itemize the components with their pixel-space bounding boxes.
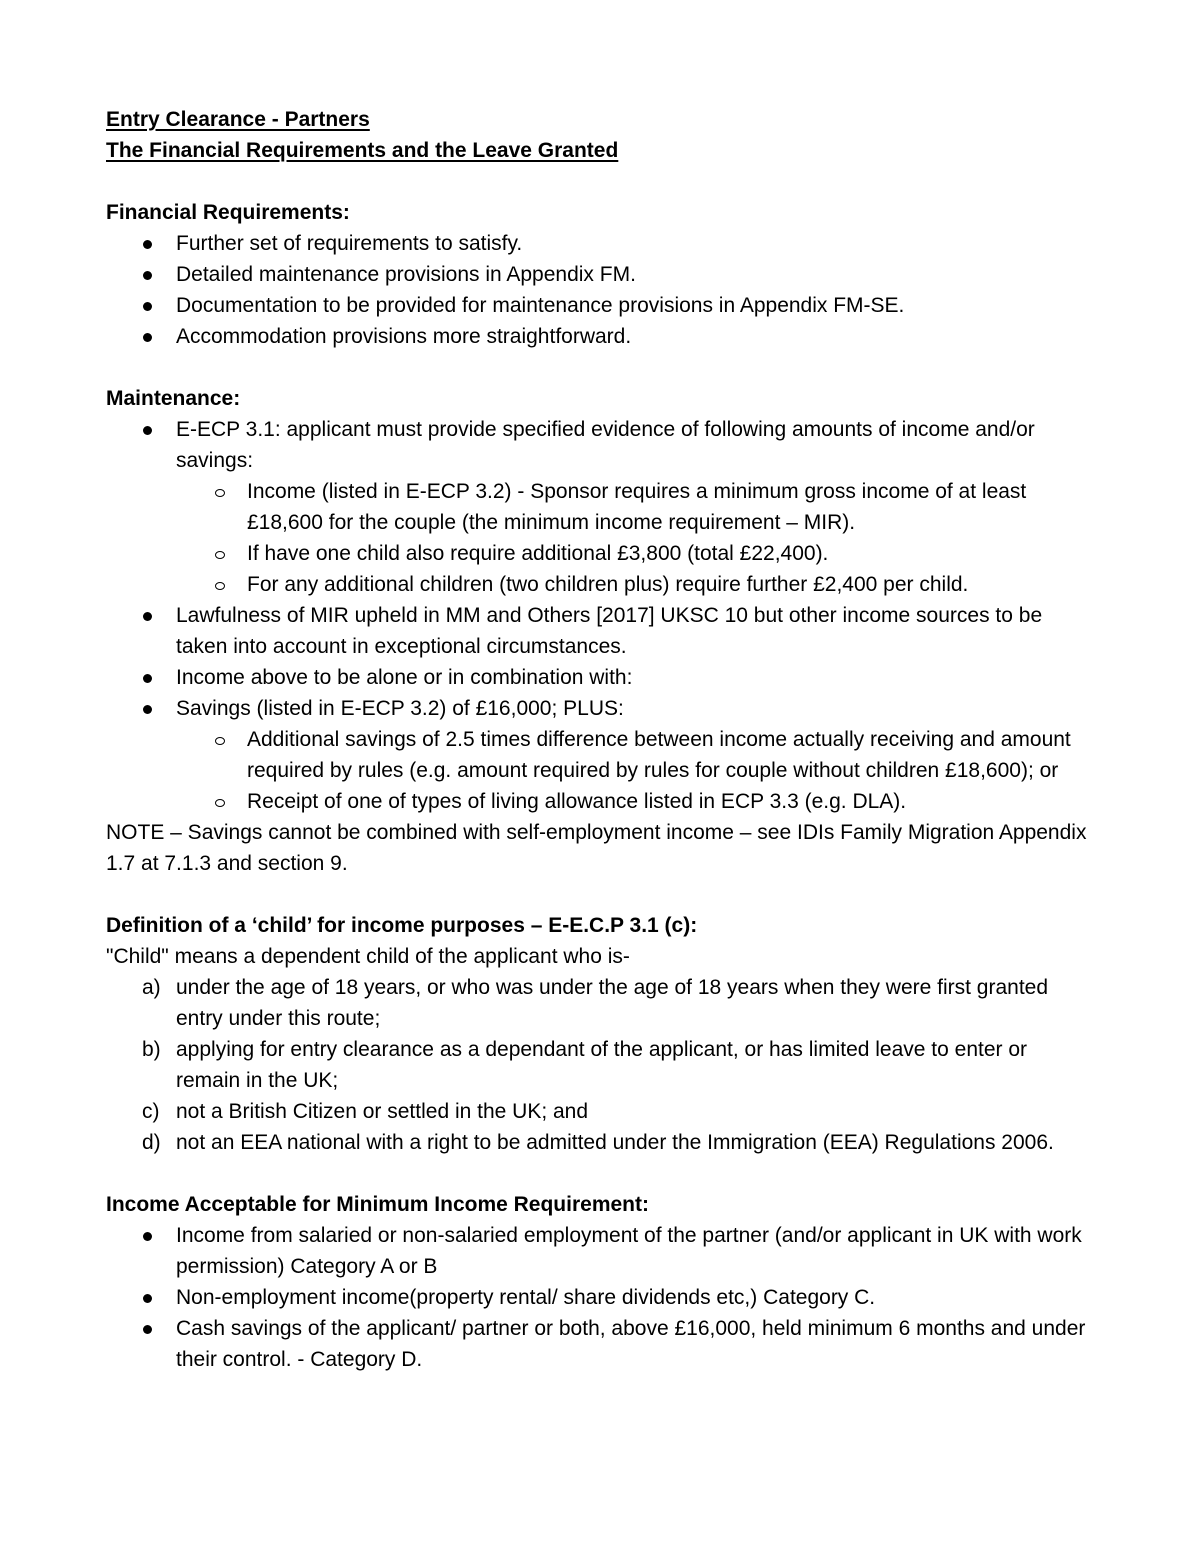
list-item: Income from salaried or non-salaried employment of the partner (and/or applicant in UK with work permission) Category A or B [106, 1220, 1096, 1282]
document-title: Entry Clearance - Partners [106, 108, 370, 131]
lettered-list-item: c) not a British Citizen or settled in the UK; and [106, 1096, 1096, 1127]
circle-bullet-icon [215, 799, 225, 807]
list-marker: a) [142, 976, 161, 999]
bullet-icon [143, 1232, 152, 1241]
document-subtitle: The Financial Requirements and the Leave Granted [106, 139, 619, 162]
child-definition-intro: "Child" means a dependent child of the applicant who is- [106, 945, 630, 968]
list-item: Non-employment income(property rental/ share dividends etc,) Category C. [106, 1282, 1096, 1313]
circle-bullet-icon [215, 582, 225, 590]
list-item: E-ECP 3.1: applicant must provide specified evidence of following amounts of income and/or savings: [106, 414, 1096, 476]
income-acceptable-heading: Income Acceptable for Minimum Income Requirement: [106, 1193, 649, 1216]
list-marker: b) [142, 1038, 161, 1061]
bullet-icon [143, 426, 152, 435]
bullet-icon [143, 240, 152, 249]
lettered-list-item: d) not an EEA national with a right to be admitted under the Immigration (EEA) Regulations 2006. [106, 1127, 1096, 1158]
bullet-icon [143, 674, 152, 683]
financial-requirements-heading: Financial Requirements: [106, 201, 350, 224]
list-item: Detailed maintenance provisions in Appendix FM. [106, 259, 1096, 290]
sub-list-item: For any additional children (two children plus) require further £2,400 per child. [106, 569, 1096, 600]
list-item: Lawfulness of MIR upheld in MM and Others [2017] UKSC 10 but other income sources to be taken into account in exceptional circumstances. [106, 600, 1096, 662]
child-definition-heading: Definition of a ‘child’ for income purposes – E-E.C.P 3.1 (c): [106, 914, 698, 937]
spacer [106, 1158, 1096, 1189]
bullet-icon [143, 1294, 152, 1303]
bullet-icon [143, 333, 152, 342]
spacer [106, 352, 1096, 383]
list-item: Accommodation provisions more straightforward. [106, 321, 1096, 352]
list-item: Income above to be alone or in combination with: [106, 662, 1096, 693]
list-item: Further set of requirements to satisfy. [106, 228, 1096, 259]
document-page [106, 104, 1096, 1375]
circle-bullet-icon [215, 551, 225, 559]
sub-list-item: Additional savings of 2.5 times difference between income actually receiving and amount required by rules (e.g. amount required by rules for couple without children £18,600); or [106, 724, 1096, 786]
list-item: Cash savings of the applicant/ partner or both, above £16,000, held minimum 6 months and under their control. - Category D. [106, 1313, 1096, 1375]
spacer [106, 166, 1096, 197]
spacer [106, 879, 1096, 910]
sub-list-item: If have one child also require additional £3,800 (total £22,400). [106, 538, 1096, 569]
bullet-icon [143, 271, 152, 280]
circle-bullet-icon [215, 737, 225, 745]
lettered-list-item: b) applying for entry clearance as a dependant of the applicant, or has limited leave to enter or remain in the UK; [106, 1034, 1096, 1096]
circle-bullet-icon [215, 489, 225, 497]
list-item: Savings (listed in E-ECP 3.2) of £16,000; PLUS: [106, 693, 1096, 724]
note-paragraph: NOTE – Savings cannot be combined with self-employment income – see IDIs Family Migration Appendix 1.7 at 7.1.3 and section 9. [106, 821, 1087, 875]
bullet-icon [143, 302, 152, 311]
sub-list-item: Income (listed in E-ECP 3.2) - Sponsor requires a minimum gross income of at least £18,600 for the couple (the minimum income requirement – MIR). [106, 476, 1096, 538]
bullet-icon [143, 705, 152, 714]
bullet-icon [143, 612, 152, 621]
list-item: Documentation to be provided for maintenance provisions in Appendix FM-SE. [106, 290, 1096, 321]
bullet-icon [143, 1325, 152, 1334]
list-marker: d) [142, 1131, 161, 1154]
maintenance-heading: Maintenance: [106, 387, 241, 410]
lettered-list-item: a) under the age of 18 years, or who was under the age of 18 years when they were first granted entry under this route; [106, 972, 1096, 1034]
sub-list-item: Receipt of one of types of living allowance listed in ECP 3.3 (e.g. DLA). [106, 786, 1096, 817]
list-marker: c) [142, 1100, 160, 1123]
